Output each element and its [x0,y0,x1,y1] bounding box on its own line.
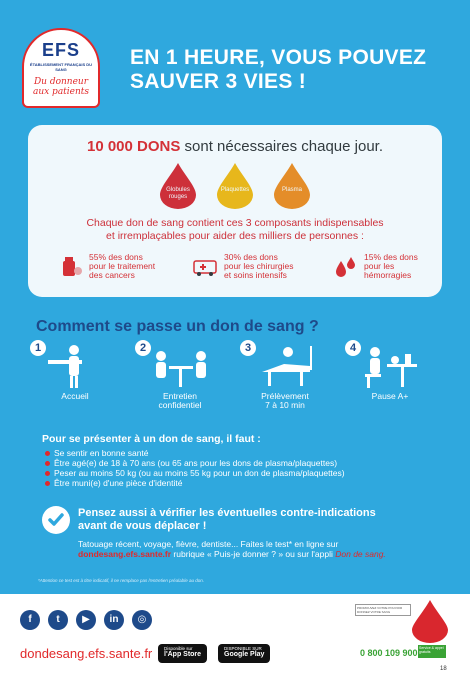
snack-break-icon [359,342,423,390]
logo-subtitle: ÉTABLISSEMENT FRANÇAIS DU SANG [29,62,93,72]
stat-chirurgies-text [224,253,293,280]
step-entretien [135,340,225,420]
donation-chair-icon [254,342,318,390]
stat-cancers [58,253,155,280]
info-line-1: Tatouage récent, voyage, fièvre, dentiste... Faites le test* en ligne sur [78,539,339,549]
fine-print: *Attention ce test est à titre indicatif, il ne remplace pas l'entretien préalable au don. [38,578,204,583]
step-2-line-2: confidentiel [158,400,202,410]
stat-3-line-1: 15% des dons [364,252,418,262]
ambulance-icon [193,253,219,279]
step-3-number: 3 [240,340,256,356]
step-4-label [345,392,435,401]
headline-line-1: EN 1 HEURE, VOUS POUVEZ [130,46,427,69]
instagram-icon[interactable]: ◎ [132,610,152,630]
card-title-rest: sont nécessaires chaque jour. [180,138,383,155]
linkedin-icon[interactable]: in [104,610,124,630]
medicine-bottle-icon [58,253,84,279]
test-link[interactable]: dondesang.efs.sante.fr [78,549,172,559]
logo-tagline-2: aux patients [32,87,90,97]
stat-cancers-text [89,253,155,280]
drop-label-1a: Globules [166,187,190,193]
step-pause [345,340,435,420]
google-play-label: Google Play [224,651,265,658]
drop-label-3: Plasma [281,187,302,193]
efs-logo [22,28,100,108]
components-text [28,217,442,243]
stat-1-line-3: des cancers [89,270,135,280]
red-drop-icon [158,161,198,209]
stat-1-line-2: pour le traitement [89,261,156,271]
contraindications-info [78,539,448,559]
card-title [28,138,442,155]
drop-plasma [272,161,312,209]
checkmark-icon [42,506,70,534]
list-item: Être agé(e) de 18 à 70 ans (ou 65 ans pour les dons de plasma/plaquettes) [45,458,435,468]
stat-2-line-2: pour les chirurgies [224,261,294,271]
components-line-1: Chaque don de sang contient ces 3 composants indispensables [86,217,384,229]
app-name: Don de sang. [335,549,386,559]
donation-steps [30,340,440,420]
twitter-icon[interactable]: t [48,610,68,630]
list-item: Être muni(e) d'une pièce d'identité [45,478,435,488]
drop-plaquettes [215,161,255,209]
logo-tagline-1: Du donneur [33,77,89,87]
step-4-number: 4 [345,340,361,356]
interview-icon [149,342,213,390]
requirements-list [45,448,435,488]
stat-hemorragies-text [364,253,418,280]
stat-3-line-2: pour les [364,261,395,271]
blood-drop-icon [410,598,450,644]
app-store-label: l'App Store [164,651,202,658]
stat-2-line-3: et soins intensifs [224,270,287,280]
card-title-bold: 10 000 DONS [86,138,181,155]
footer [0,594,470,700]
google-play-small: DISPONIBLE SUR [224,646,262,651]
contraindications-title [78,507,438,533]
google-play-button[interactable] [218,644,270,663]
step-4-line-1: Pause A+ [371,391,409,401]
step-prelevement [240,340,330,420]
stat-1-line-1: 55% des dons [89,252,143,262]
headline [130,46,460,94]
step-3-line-2: 7 à 10 min [265,400,305,410]
step-3-line-1: Prélèvement [261,391,309,401]
step-3-label [240,392,330,410]
components-line-2: et irremplaçables pour aider des milliers de personnes : [106,230,364,242]
logo-tagline [24,77,98,97]
warning-line-2: avant de vous déplacer ! [78,520,207,532]
youtube-icon[interactable]: ▶ [76,610,96,630]
orange-drop-icon [272,161,312,209]
stat-chirurgies [193,253,293,280]
app-store-button[interactable] [158,644,207,663]
requirements-title: Pour se présenter à un don de sang, il faut : [42,433,261,445]
promo-badge: PROMOUVEZ VOTRE POUVOIR DONNEZ VOTRE SANG [355,604,411,616]
yellow-drop-icon [215,161,255,209]
page-number: 18 [440,666,447,672]
blood-drops-icon [333,253,359,279]
social-links [20,610,152,630]
list-item: Se sentir en bonne santé [45,448,435,458]
website-link[interactable]: dondesang.efs.sante.fr [20,646,153,661]
info-line-2 [78,549,448,559]
stat-2-line-1: 30% des dons [224,252,278,262]
drop-globules-rouges [158,161,198,209]
step-1-label [30,392,120,401]
list-item: Peser au moins 50 kg (ou au moins 55 kg pour un don de plasma/plaquettes) [45,468,435,478]
step-1-line-1: Accueil [61,391,89,401]
donations-card [28,125,442,297]
stat-3-line-3: hémorragies [364,270,412,280]
howto-title: Comment se passe un don de sang ? [36,318,319,335]
step-accueil [30,340,120,420]
free-call-badge: Service & appel gratuits [418,645,446,658]
step-1-number: 1 [30,340,46,356]
warning-line-1: Pensez aussi à vérifier les éventuelles contre-indications [78,507,376,519]
reception-icon [44,342,104,390]
logo-efs-text: EFS [41,40,80,60]
step-2-line-1: Entretien [162,391,198,401]
info-mid: rubrique « Puis-je donner ? » ou sur l'appli [171,549,336,559]
drop-label-2: Plaquettes [220,187,250,193]
step-2-number: 2 [135,340,151,356]
headline-line-2: SAUVER 3 VIES ! [130,70,307,93]
drop-label-1b: rouges [168,194,188,200]
facebook-icon[interactable]: f [20,610,40,630]
app-store-small: Disponible sur [164,646,193,651]
step-2-label [135,392,225,410]
stat-hemorragies [333,253,418,280]
phone-number[interactable]: 0 800 109 900 [360,648,418,658]
